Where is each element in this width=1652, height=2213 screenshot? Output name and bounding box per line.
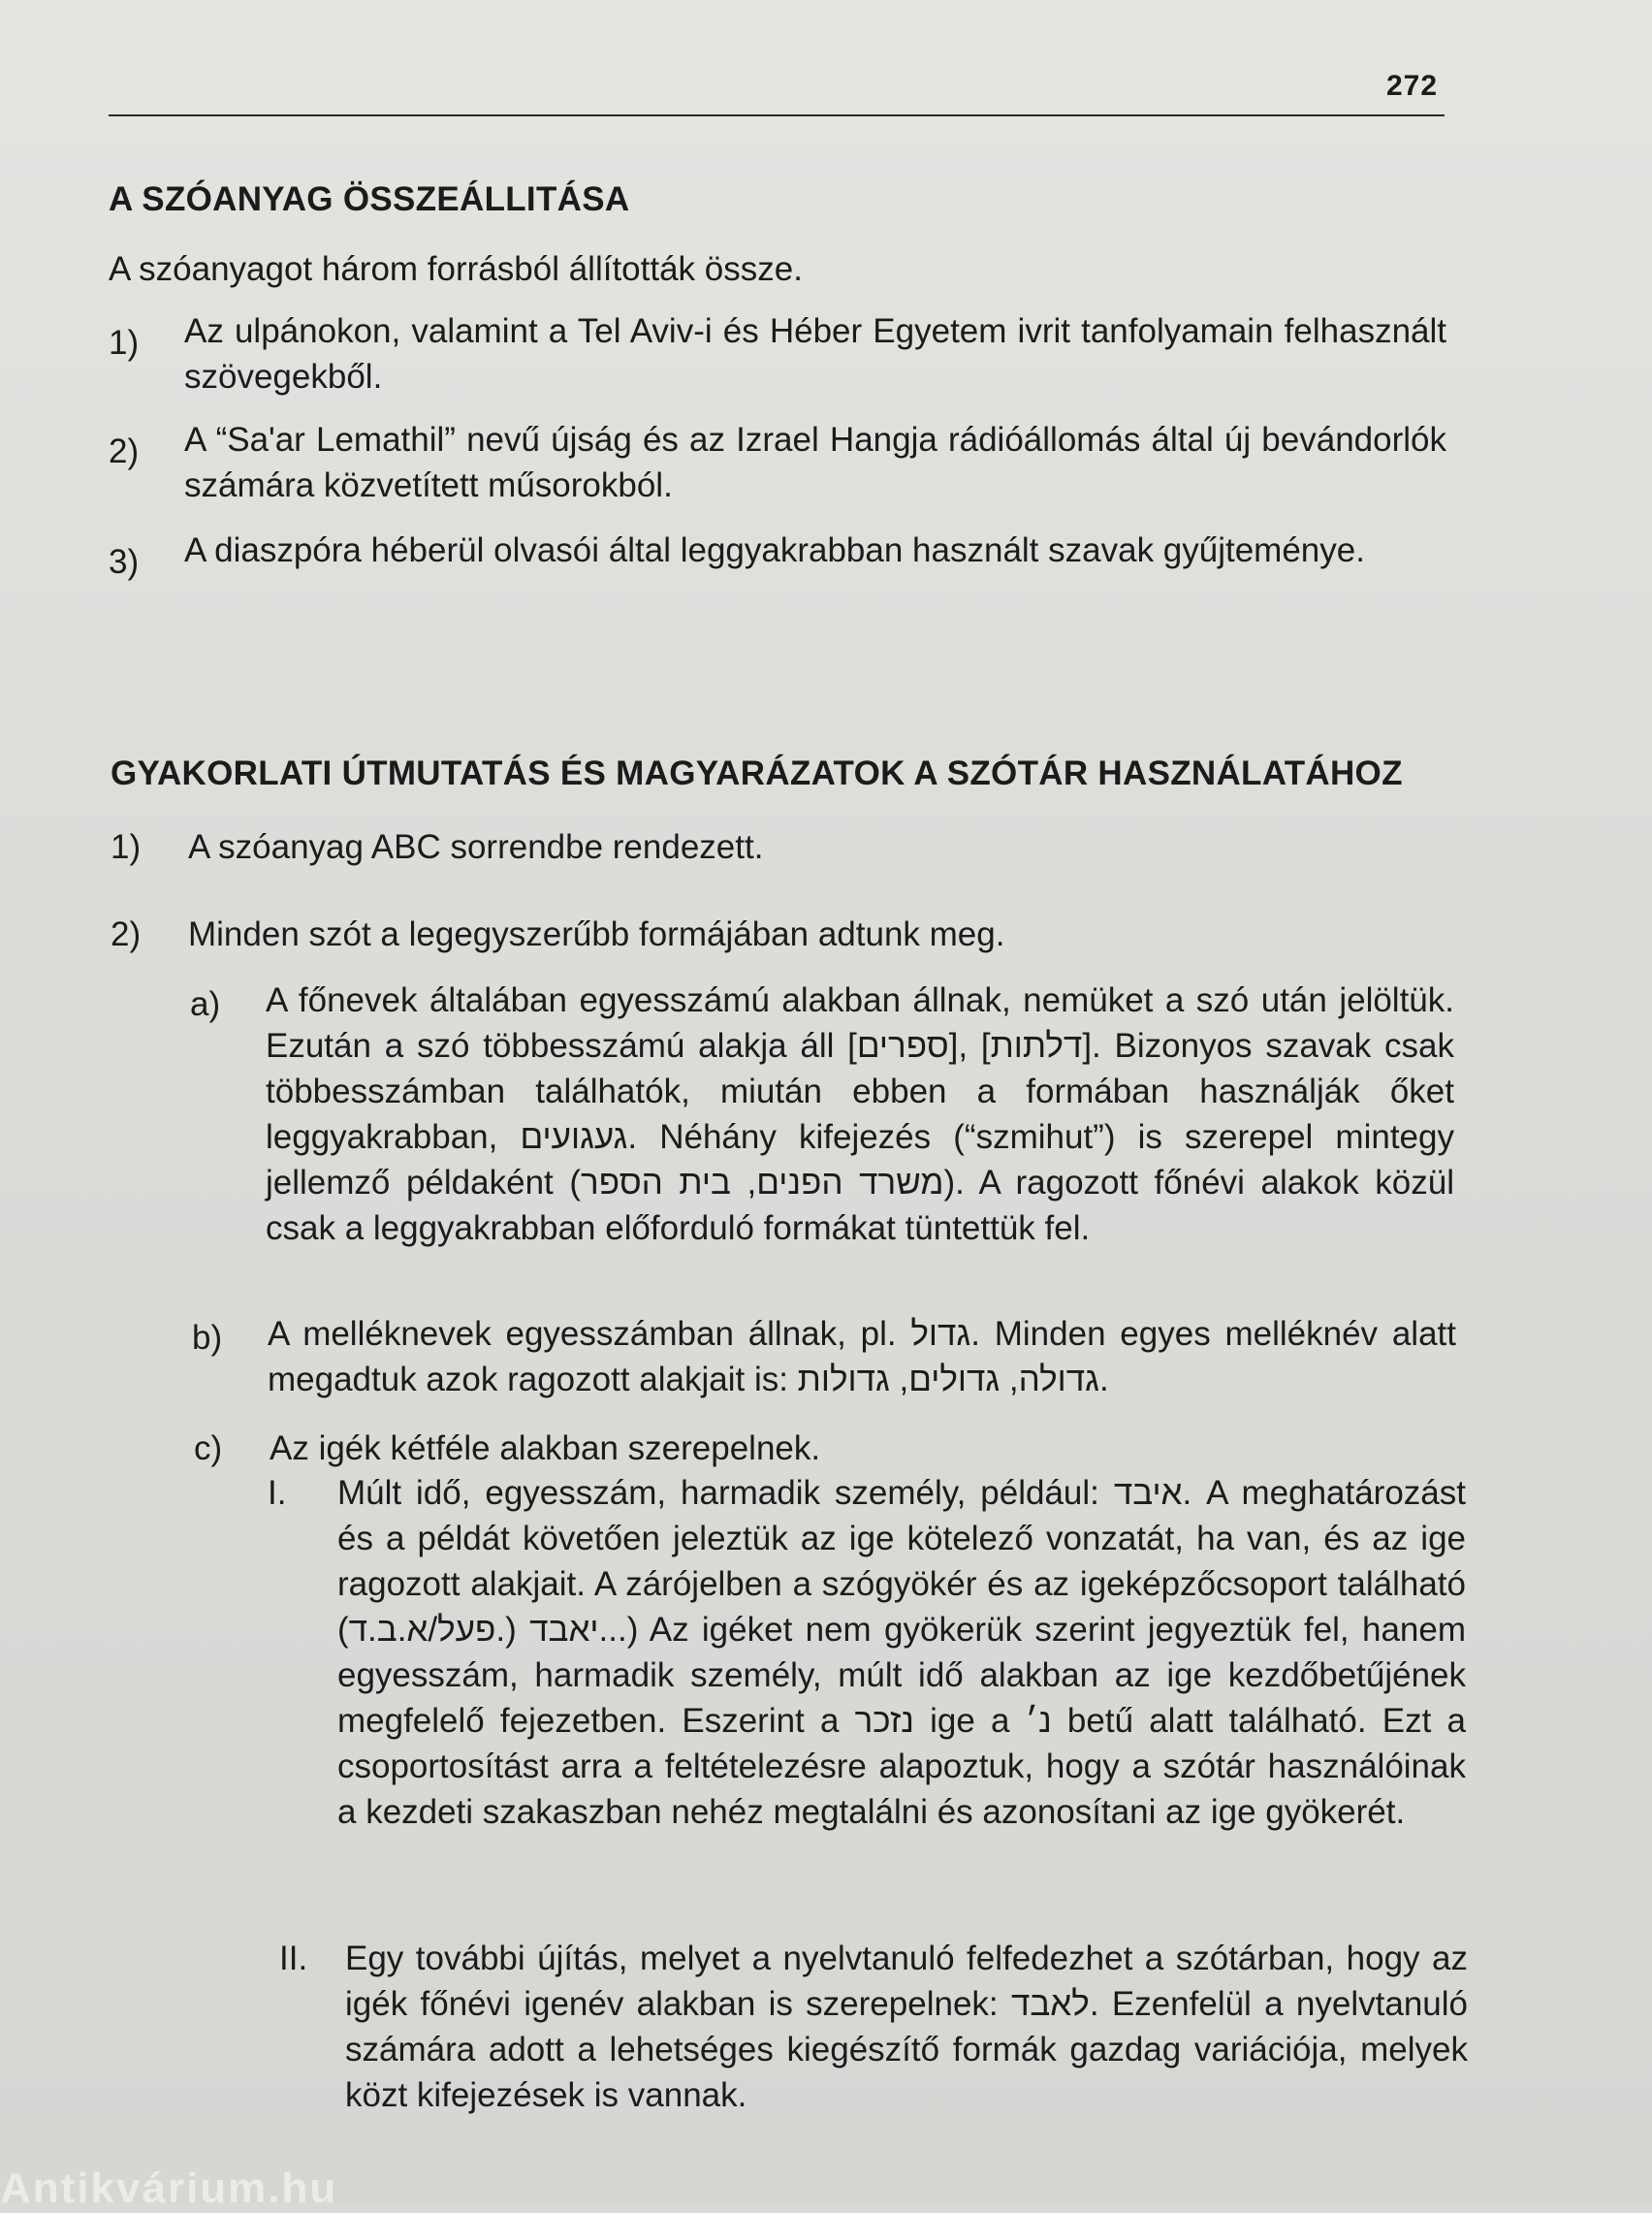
list-number: 2) xyxy=(109,433,140,470)
list-item-source-1: Az ulpánokon, valamint a Tel Aviv-i és Héber Egyetem ivrit tanfolyamain felhasznált szövegekből. xyxy=(184,312,1446,396)
section1-intro: A szóanyagot három forrásból állították össze. xyxy=(109,250,803,288)
list-item-forma: Minden szót a legegyszerűbb formájában adtunk meg. xyxy=(188,915,1005,953)
watermark: Antikvárium.hu xyxy=(0,2165,338,2212)
list-item-source-2: A “Sa'ar Lemathil” nevű újság és az Izrael Hangja rádióállomás által új bevándorlók számára közvetített műsorokból. xyxy=(184,421,1446,504)
roman-label: II. xyxy=(279,1940,308,1977)
sub-item-fonevek: A főnevek általában egyesszámú alakban állnak, nemüket a szó után jelöltük. Ezután a szó többesszámú alakja áll [ספרים], [דלתות]. Bizonyos szavak csak többesszámban találhatók, miután ebben a formában használják őket leggyakrabban, געגועים. Néhány kifejezés (“szmihut”) is szerepel mintegy jellemző példaként (משרד הפנים, בית הספר). A ragozott főnévi alakok közül csak a leggyakrabban előforduló formákat tüntettük fel. xyxy=(266,981,1454,1247)
verb-form-mult-ido: Múlt idő, egyesszám, harmadik személy, például: איבד. A meghatározást és a példát követően jeleztük az ige kötelező vonzatát, ha van, és az ige ragozott alakjait. A zárójelben a szógyökér és az igeképzőcsoport található (פעל/א.ב.ד.) יאבד...) Az igéket nem gyökerük szerint jegyeztük fel, hanem egyesszám, harmadik személy, múlt idő alakban az ige kezdőbetűjének megfelelő fejezetben. Eszerint a נזכר ige a נ׳ betű alatt található. Ezt a csoportosítást arra a feltételezésre alapoztuk, hogy a szótár használóinak a kezdeti szakaszban nehéz megtalálni és azonosítani az ige gyökerét. xyxy=(337,1474,1466,1831)
list-item-source-3: A diaszpóra héberül olvasói által leggyakrabban használt szavak gyűjteménye. xyxy=(184,531,1365,569)
sub-label: a) xyxy=(190,985,221,1023)
page-number: 272 xyxy=(1386,70,1439,102)
roman-label: I. xyxy=(268,1474,287,1512)
sub-label: b) xyxy=(192,1319,223,1357)
header-rule xyxy=(109,114,1445,116)
sub-label: c) xyxy=(194,1429,223,1467)
list-item-abc: A szóanyag ABC sorrendbe rendezett. xyxy=(188,828,764,866)
list-number: 1) xyxy=(109,324,140,362)
verb-form-fonevi-igenev: Egy további újítás, melyet a nyelvtanuló felfedezhet a szótárban, hogy az igék főnévi igenév alakban is szerepelnek: לאבד. Ezenfelül a nyelvtanuló számára adott a lehetséges kiegészítő formák gazdag variációja, melyek közt kifejezések is vannak. xyxy=(345,1940,1468,2114)
section-title-utmutatas: GYAKORLATI ÚTMUTATÁS ÉS MAGYARÁZATOK A SZÓTÁR HASZNÁLATÁHOZ xyxy=(111,754,1403,792)
section-title-szoanyag: A SZÓANYAG ÖSSZEÁLLITÁSA xyxy=(109,180,630,218)
list-number: 1) xyxy=(111,828,142,866)
sub-item-igek: Az igék kétféle alakban szerepelnek. xyxy=(270,1429,821,1467)
sub-item-mellekneve: A melléknevek egyesszámban állnak, pl. גדול. Minden egyes melléknév alatt megadtuk azok ragozott alakjait is: גדולה, גדולים, גדולות. xyxy=(268,1315,1456,1398)
list-number: 3) xyxy=(109,543,140,581)
list-number: 2) xyxy=(111,915,142,953)
